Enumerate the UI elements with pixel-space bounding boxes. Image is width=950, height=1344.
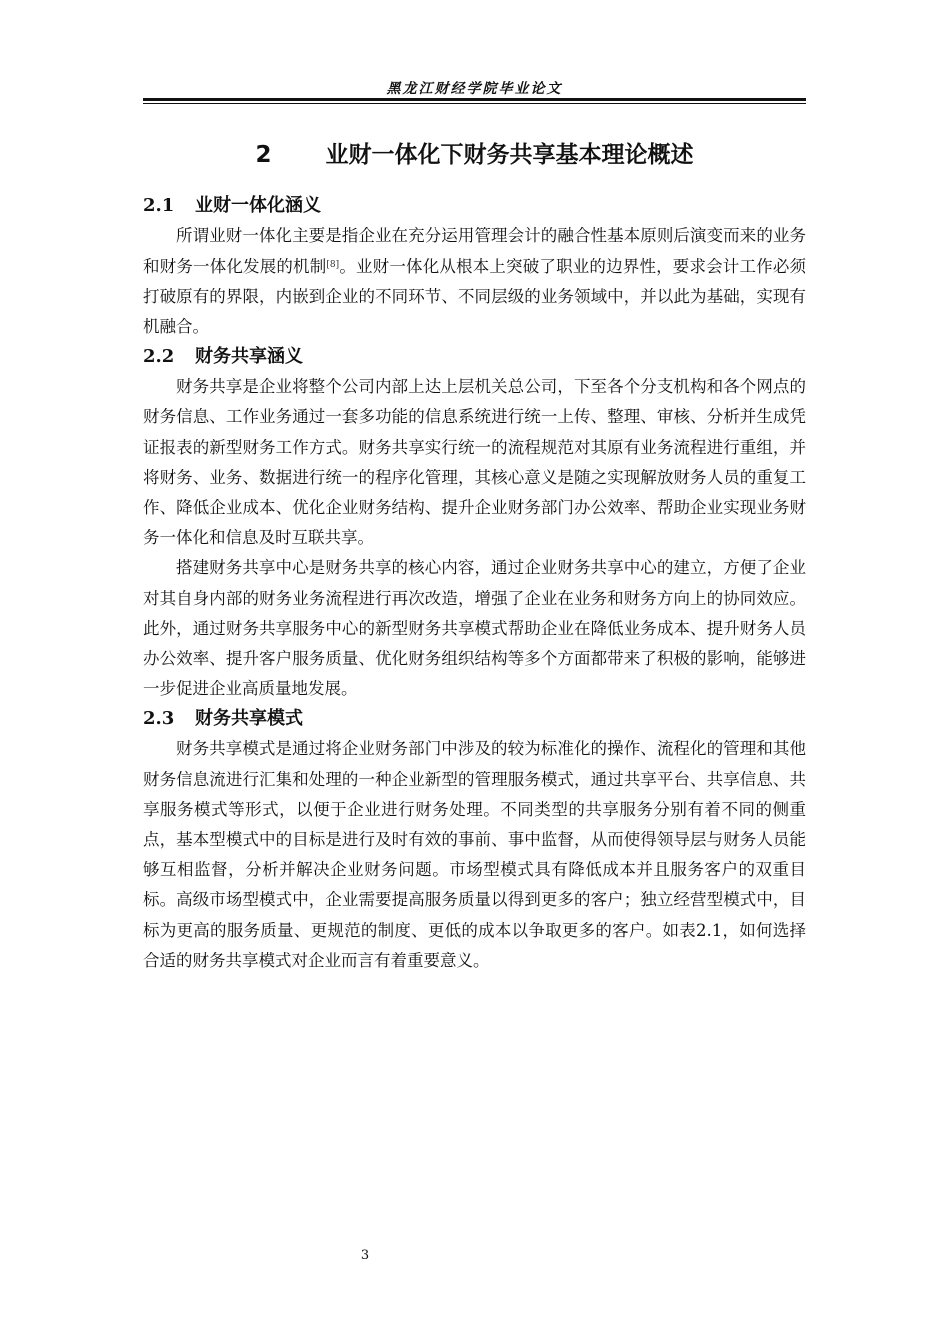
section-heading-2-3 [143,704,806,734]
paragraph-2-3: 财务共享模式是通过将企业财务部门中涉及的较为标准化的操作、流程化的管理和其他财务信息流进行汇集和处理的一种企业新型的管理服务模式，通过共享平台、共享信息、共享服务模式等形式，以便于企业进行财务处理。不同类型的共享服务分别有着不同的侧重点，基本型模式中的目标是进行及时有效的事前、事中监督，从而使得领导层与财务人员能够互相监督，分析并解决企业财务问题。市场型模式具有降低成本并且服务客户的双重目标。高级市场型模式中，企业需要提高服务质量以得到更多的客户；独立经营型模式中，目标为更高的服务质量、更规范的制度、更低的成本以争取更多的客户。如表2.1，如何选择合适的财务共享模式对企业而言有着重要意义。 [143,739,806,970]
paragraph-2-1: 所谓业财一体化主要是指企业在充分运用管理会计的融合性基本原则后演变而来的业务和财务一体化发展的机制[8]。业财一体化从根本上突破了职业的边界性，要求会计工作必须打破原有的界限，内嵌到企业的不同环节、不同层级的业务领域中，并以此为基础，实现有机融合。 [143,226,807,337]
document-body [143,118,806,976]
section-number: 2.1 [143,195,175,217]
section-number: 2.2 [143,346,175,368]
page-number: 3 [360,1248,370,1263]
section-title: 财务共享模式 [195,708,303,730]
section-title: 业财一体化涵义 [195,195,321,217]
section-heading-2-1 [143,191,806,221]
paragraph-2-2-a: 财务共享是企业将整个公司内部上达上层机关总公司，下至各个分支机构和各个网点的财务信息、工作业务通过一套多功能的信息系统进行统一上传、整理、审核、分析并生成凭证报表的新型财务工作方式。财务共享实行统一的流程规范对其原有业务流程进行重组，并将财务、业务、数据进行统一的程序化管理，其核心意义是随之实现解放财务人员的重复工作、降低企业成本、优化企业财务结构、提升企业财务部门办公效率、帮助企业实现业务财务一体化和信息及时互联共享。 [143,377,806,548]
page-header [143,78,806,104]
chapter-title [143,133,806,177]
section-number: 2.3 [143,708,175,730]
section-title: 财务共享涵义 [195,346,303,368]
header-rule-thin [143,103,806,104]
citation-reference[interactable]: [8] [326,259,340,270]
chapter-number: 2 [255,142,272,169]
header-rule-thick [143,98,806,101]
chapter-title-text: 业财一体化下财务共享基本理论概述 [325,142,694,169]
section-heading-2-2 [143,342,806,372]
header-title: 黑龙江财经学院毕业论文 [386,81,563,97]
paragraph-2-2-b: 搭建财务共享中心是财务共享的核心内容，通过企业财务共享中心的建立，方便了企业对其自身内部的财务业务流程进行再次改造，增强了企业在业务和财务方向上的协同效应。此外，通过财务共享服务中心的新型财务共享模式帮助企业在降低业务成本、提升财务人员办公效率、提升客户服务质量、优化财务组织结构等多个方面都带来了积极的影响，能够进一步促进企业高质量地发展。 [143,558,806,699]
